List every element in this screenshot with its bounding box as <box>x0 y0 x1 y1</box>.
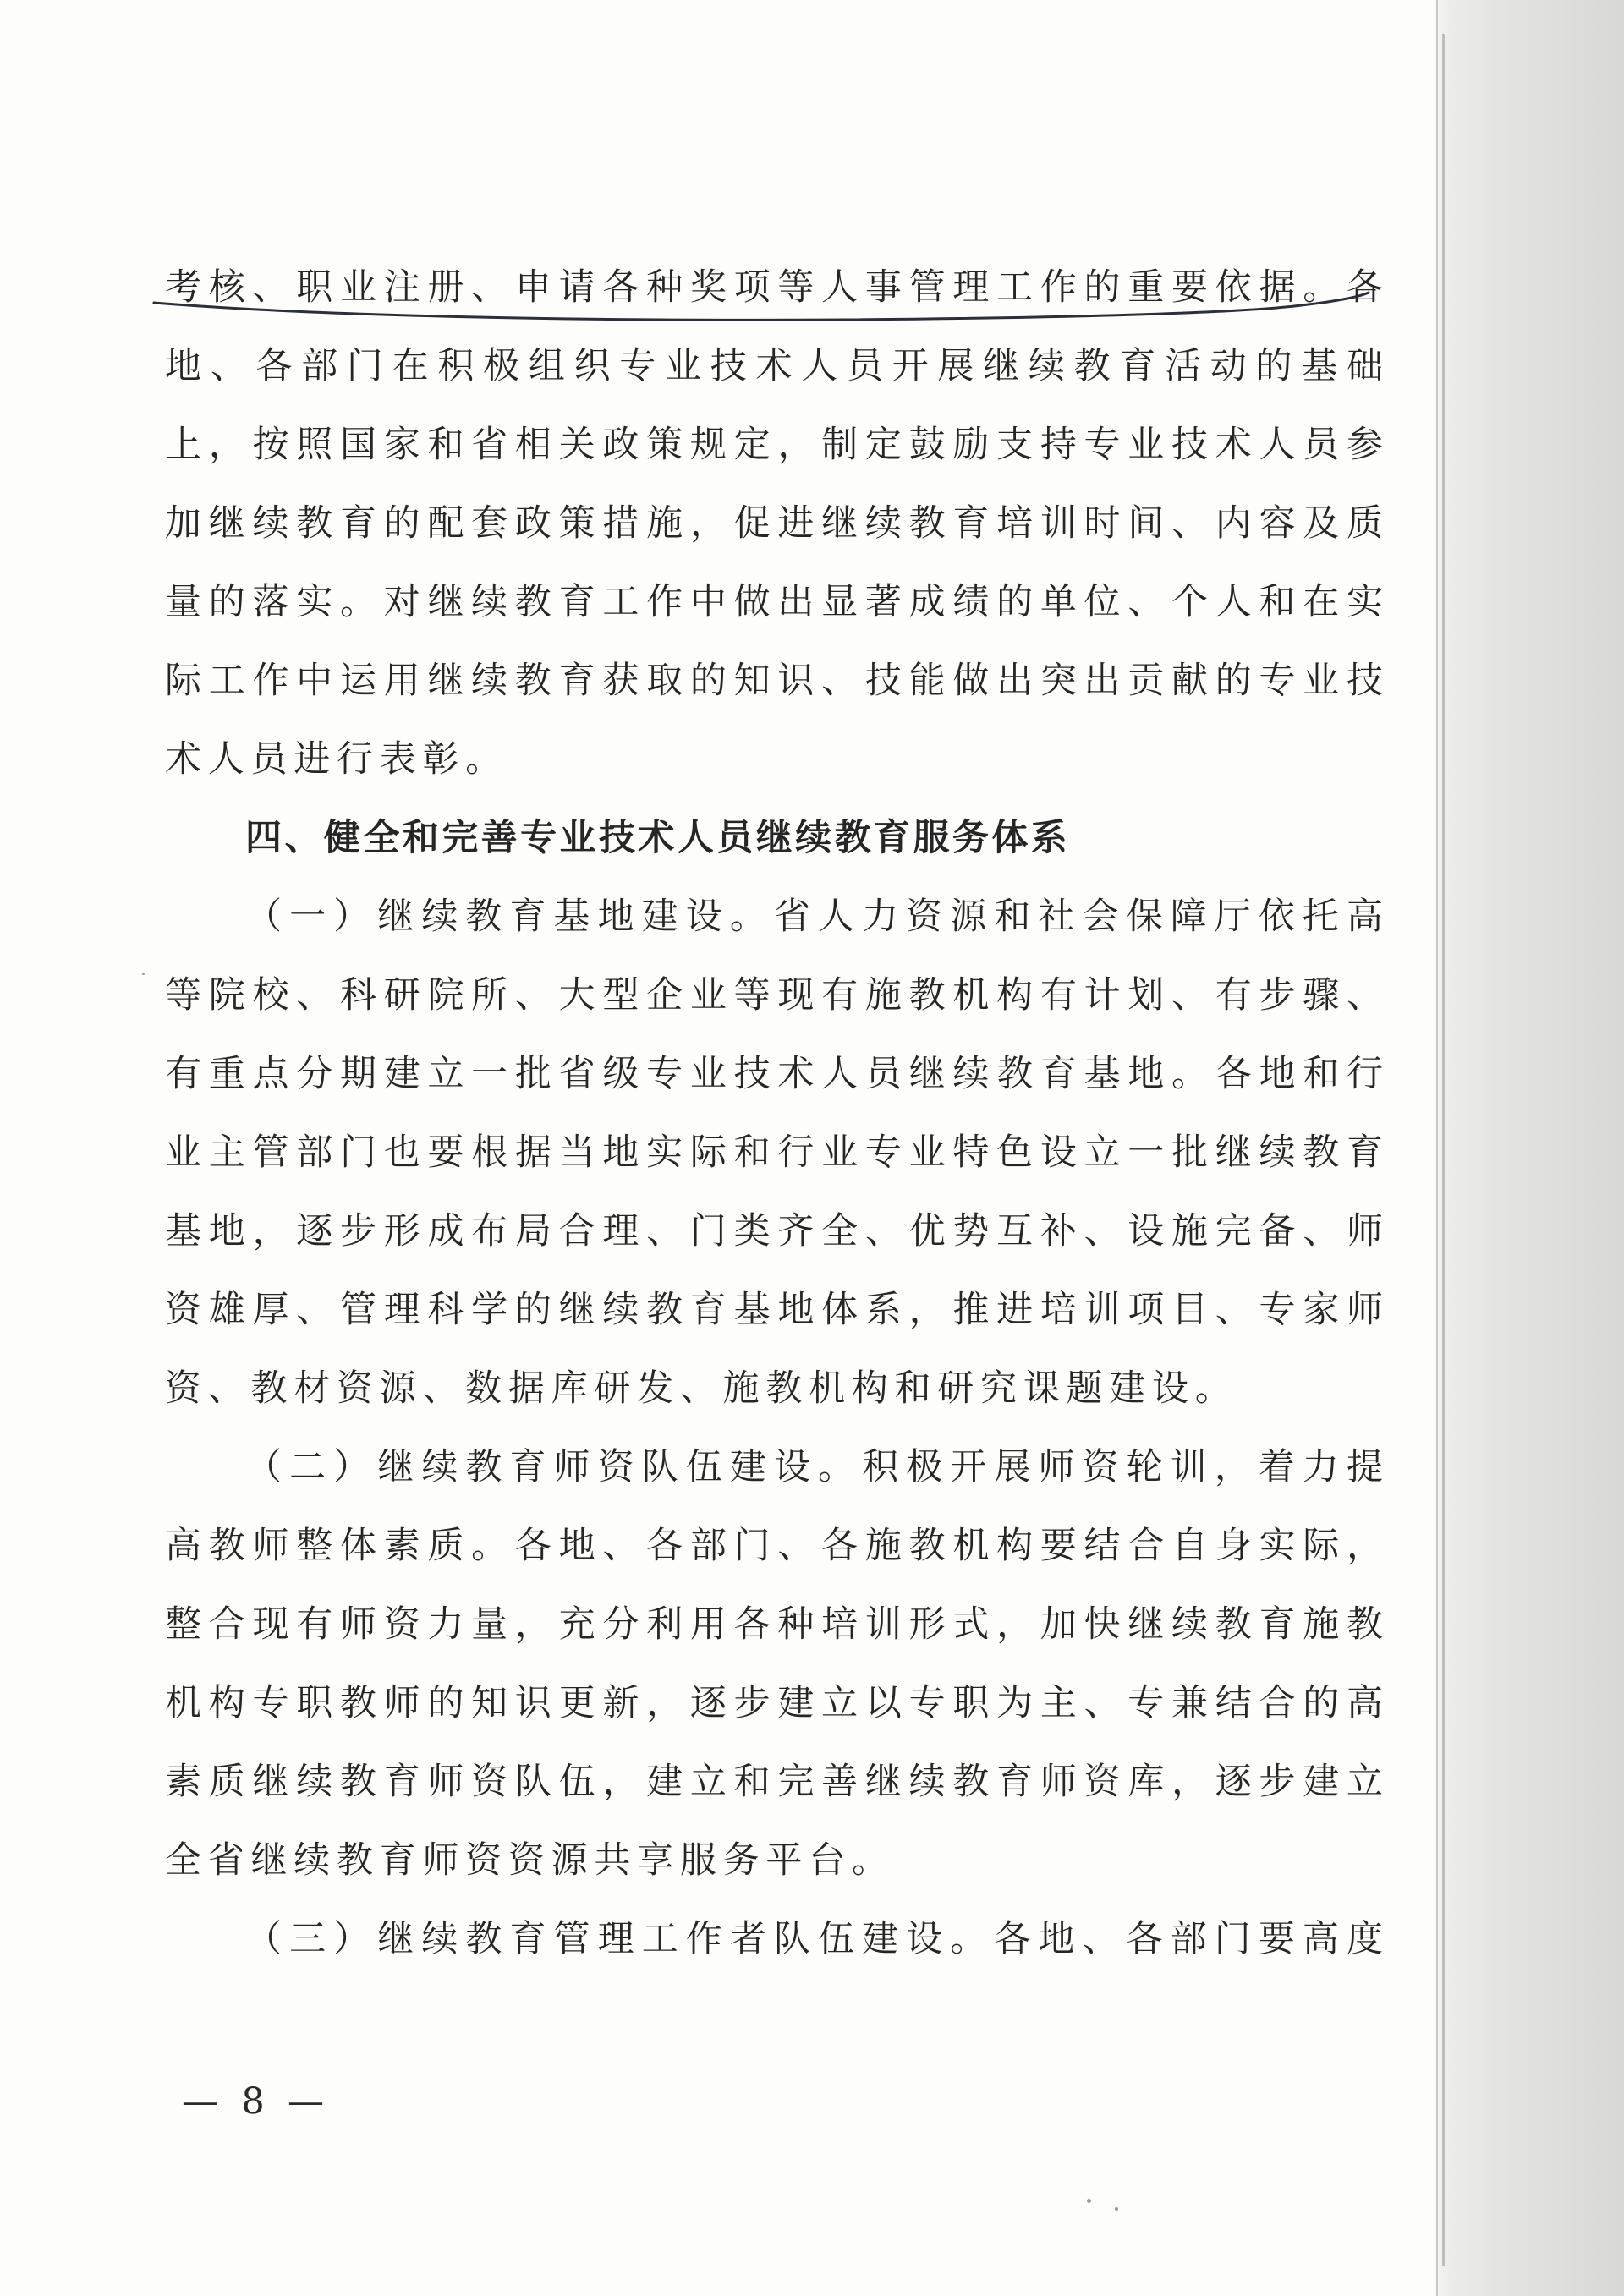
page-edge-shadow-line <box>1442 34 1445 2266</box>
text-line: 高教师整体素质。各地、各部门、各施教机构要结合自身实际， <box>165 1525 1383 1567</box>
scanned-page-edge <box>1436 0 1624 2296</box>
text-line: 量的落实。对继续教育工作中做出显著成绩的单位、个人和在实 <box>165 581 1383 623</box>
text-line: 地、各部门在积极组织专业技术人员开展继续教育活动的基础 <box>165 345 1383 387</box>
text-line: 考核、职业注册、申请各种奖项等人事管理工作的重要依据。各 <box>165 266 1383 309</box>
scan-speck <box>1087 2199 1091 2203</box>
text-line: 资雄厚、管理科学的继续教育基地体系，推进培训项目、专家师 <box>165 1289 1383 1331</box>
text-line: （二）继续教育师资队伍建设。积极开展师资轮训，着力提 <box>245 1446 1383 1488</box>
text-line: 有重点分期建立一批省级专业技术人员继续教育基地。各地和行 <box>165 1053 1383 1095</box>
text-line: 素质继续教育师资队伍，建立和完善继续教育师资库，逐步建立 <box>165 1761 1383 1803</box>
text-line: 等院校、科研院所、大型企业等现有施教机构有计划、有步骤、 <box>165 974 1383 1016</box>
text-line: 基地，逐步形成布局合理、门类齐全、优势互补、设施完备、师 <box>165 1210 1383 1252</box>
text-line: 资、教材资源、数据库研发、施教机构和研究课题建设。 <box>165 1367 1238 1410</box>
text-line: 整合现有师资力量，充分利用各种培训形式，加快继续教育施教 <box>165 1603 1383 1646</box>
text-line: 术人员进行表彰。 <box>165 738 508 781</box>
section-heading: 四、健全和完善专业技术人员继续教育服务体系 <box>245 817 1071 859</box>
page-number: — 8 — <box>182 2080 325 2123</box>
text-line: （一）继续教育基地建设。省人力资源和社会保障厅依托高 <box>245 896 1383 938</box>
text-line: 加继续教育的配套政策措施，促进继续教育培训时间、内容及质 <box>165 502 1383 545</box>
text-line: 际工作中运用继续教育获取的知识、技能做出突出贡献的专业技 <box>165 660 1383 702</box>
scan-speck <box>1115 2207 1118 2211</box>
scan-speck <box>142 973 145 975</box>
text-line: 全省继续教育师资资源共享服务平台。 <box>165 1839 895 1882</box>
text-line: 上，按照国家和省相关政策规定，制定鼓励支持专业技术人员参 <box>165 424 1383 466</box>
text-line: 机构专职教师的知识更新，逐步建立以专职为主、专兼结合的高 <box>165 1682 1383 1724</box>
text-line: 业主管部门也要根据当地实际和行业专业特色设立一批继续教育 <box>165 1132 1383 1174</box>
text-line: （三）继续教育管理工作者队伍建设。各地、各部门要高度 <box>245 1918 1383 1960</box>
